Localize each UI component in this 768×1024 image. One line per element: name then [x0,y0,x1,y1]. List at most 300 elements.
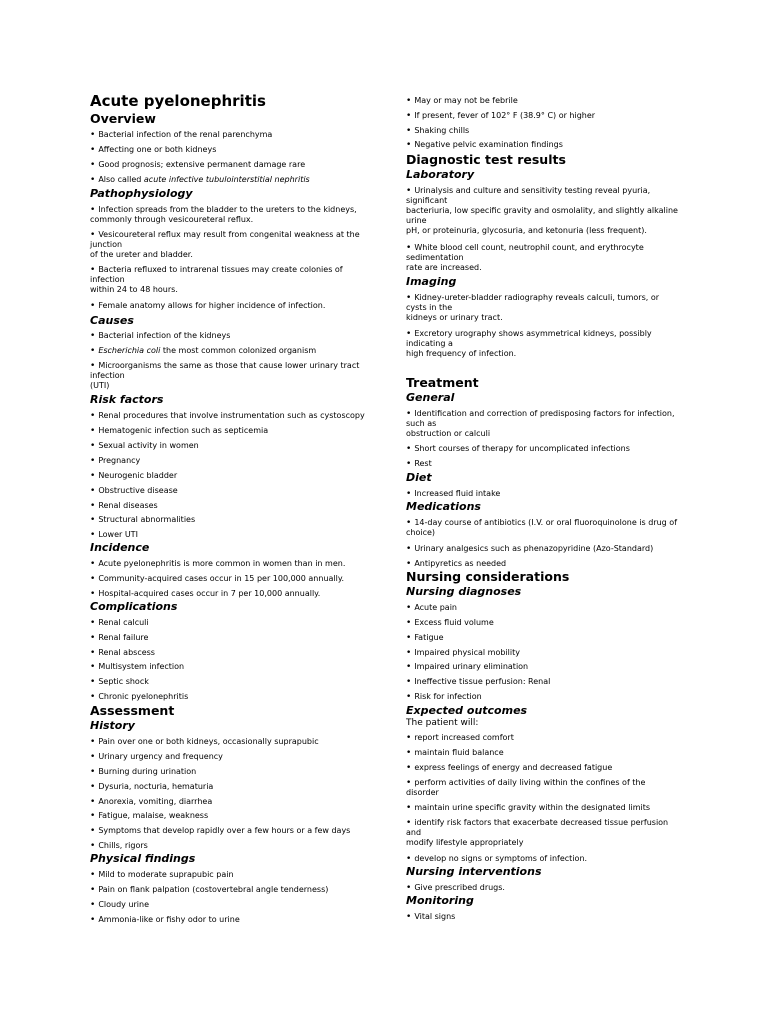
line-text: express feelings of energy and decreased fatigue [414,763,613,772]
list-item-line [90,797,365,807]
list-item [406,544,691,554]
bullet-icon: • [406,778,412,788]
list-item-line [90,145,365,155]
line-text: urine [406,216,427,225]
bullet-icon: • [90,677,96,687]
line-text: Symptoms that develop rapidly over a few hours or a few days [98,826,351,835]
line-text: Acute pyelonephritis is more common in women than in men. [98,559,346,568]
line-text: Affecting one or both kidneys [98,145,217,154]
section-heading-assessment: Assessment [90,703,175,718]
line-text: Female anatomy allows for higher incidence of infection. [98,301,326,310]
bullet-icon: • [90,797,96,807]
bullet-icon: • [406,648,412,658]
list-item [90,797,365,807]
line-text: sedimentation [406,253,464,262]
bullet-icon: • [90,331,96,341]
bullet-icon: • [406,243,412,253]
section-heading-nursing-considerations: Nursing considerations [406,569,570,584]
list-item-line [90,331,365,341]
line-text: indicating a [406,339,453,348]
list-item [90,841,365,851]
list-item-line [90,426,365,436]
line-text: Renal procedures that involve instrumentation such as cystoscopy [98,411,365,420]
line-text: Community-acquired cases occur in 15 per 100,000 annually. [98,574,344,583]
list-item-line [406,329,691,339]
list-item [90,633,365,643]
list-item [90,515,365,525]
list-item-line [90,752,365,762]
list-item-line [406,718,691,728]
line-text: Renal failure [98,633,149,642]
list-item [90,471,365,481]
list-item-line [406,140,691,150]
subsection-heading-laboratory: Laboratory [406,168,475,181]
line-text: Chills, rigors [98,841,148,850]
section-heading-overview: Overview [90,111,156,126]
list-item-line [406,206,691,216]
list-item-line [90,486,365,496]
list-item-line [90,230,365,240]
line-text: Burning during urination [98,767,197,776]
list-item [406,489,691,499]
bullet-icon: • [406,633,412,643]
text-line [406,718,691,728]
list-item [90,811,365,821]
list-item-line [90,841,365,851]
list-item-line [406,226,691,236]
bullet-icon: • [406,763,412,773]
list-item-line [406,648,691,658]
list-item [406,243,691,273]
list-item [90,456,365,466]
list-item-line [90,275,365,285]
line-text: Bacterial infection of the renal parenchyma [98,130,273,139]
list-item-line [406,444,691,454]
bullet-icon: • [90,737,96,747]
line-text: Septic shock [98,677,149,686]
bullet-icon: • [406,140,412,150]
bullet-icon: • [406,662,412,672]
list-item [406,733,691,743]
list-item-line [90,205,365,215]
bullet-icon: • [90,648,96,658]
line-text: Short courses of therapy for uncomplicated infections [414,444,630,453]
list-item-line [406,518,691,528]
bullet-icon: • [90,530,96,540]
list-item-line [90,559,365,569]
bullet-icon: • [406,559,412,569]
list-item-line [90,826,365,836]
line-text: Impaired urinary elimination [414,662,529,671]
list-item-line [406,778,691,788]
list-item-line [90,737,365,747]
line-text: Anorexia, vomiting, diarrhea [98,797,213,806]
subsection-heading-complications: Complications [90,600,178,613]
line-text: Fatigue, malaise, weakness [98,811,209,820]
list-item [90,130,365,140]
line-text: identify risk factors that exacerbate decreased tissue perfusion [414,818,669,827]
line-text: Mild to moderate suprapubic pain [98,870,234,879]
list-item [90,826,365,836]
italic-term: Escherichia coli [98,346,161,355]
line-text: (UTI) [90,381,110,390]
line-text: Also called [98,175,144,184]
subsection-heading-expected-outcomes: Expected outcomes [406,704,528,717]
list-item-line [90,240,365,250]
list-item-line [406,559,691,569]
list-item-line [90,767,365,777]
bullet-icon: • [90,870,96,880]
list-item-line [90,530,365,540]
line-text: Pregnancy [98,456,141,465]
list-item-line [406,748,691,758]
list-item-line [90,160,365,170]
bullet-icon: • [90,841,96,851]
bullet-icon: • [406,489,412,499]
list-item [406,692,691,702]
list-item-line [90,633,365,643]
subsection-heading-history: History [90,719,135,732]
line-text: the most common colonized organism [160,346,317,355]
list-item [90,361,365,391]
bullet-icon: • [90,767,96,777]
list-item [406,778,691,798]
line-text: Give prescribed drugs. [414,883,505,892]
subsection-heading-imaging: Imaging [406,275,457,288]
line-text: Good prognosis; extensive permanent damage rare [98,160,306,169]
list-item [90,900,365,910]
line-text: such as [406,419,437,428]
bullet-icon: • [90,915,96,925]
list-item-line [406,126,691,136]
subsection-heading-medications: Medications [406,500,481,513]
list-item-line [90,130,365,140]
bullet-icon: • [90,692,96,702]
line-text: infection [90,371,125,380]
list-item [406,329,691,359]
bullet-icon: • [406,677,412,687]
list-item [90,175,365,185]
line-text: If present, fever of 102° F (38.9° C) or higher [414,111,596,120]
line-text: modify lifestyle appropriately [406,838,524,847]
line-text: Impaired physical mobility [414,648,520,657]
list-item-line [406,733,691,743]
list-item-line [90,811,365,821]
list-item [406,618,691,628]
list-item [90,530,365,540]
line-text: Vesicoureteral reflux may result from congenital weakness at the [98,230,360,239]
bullet-icon: • [406,126,412,136]
list-item-line [90,782,365,792]
bullet-icon: • [90,559,96,569]
line-text: Shaking chills [414,126,470,135]
list-item-line [406,828,691,838]
list-item-line [406,293,691,303]
line-text: Urinalysis and culture and sensitivity testing reveal pyuria, [414,186,651,195]
list-item-line [406,818,691,828]
list-item [90,618,365,628]
line-text: Ammonia-like or fishy odor to urine [98,915,240,924]
bullet-icon: • [90,900,96,910]
bullet-icon: • [90,175,96,185]
list-item-line [406,528,691,538]
list-item [90,441,365,451]
section-heading-diagnostic-test-results: Diagnostic test results [406,152,566,167]
bullet-icon: • [90,515,96,525]
line-text: significant [406,196,448,205]
list-item-line [406,409,691,419]
line-text: Pain over one or both kidneys, occasionally suprapubic [98,737,319,746]
list-item [90,331,365,341]
line-text: Vital signs [414,912,456,921]
list-item [90,915,365,925]
bullet-icon: • [90,811,96,821]
bullet-icon: • [90,130,96,140]
line-text: Hematogenic infection such as septicemia [98,426,269,435]
bullet-icon: • [406,111,412,121]
line-text: choice) [406,528,436,537]
list-item-line [406,803,691,813]
list-item-line [90,648,365,658]
line-text: high frequency of infection. [406,349,517,358]
list-item [406,763,691,773]
bullet-icon: • [90,589,96,599]
line-text: Renal abscess [98,648,155,657]
line-text: Ineffective tissue perfusion: Renal [414,677,551,686]
list-item-line [90,515,365,525]
bullet-icon: • [406,293,412,303]
list-item [406,748,691,758]
list-item [406,111,691,121]
bullet-icon: • [90,752,96,762]
list-item-line [90,441,365,451]
list-item-line [406,313,691,323]
list-item-line [406,429,691,439]
subsection-heading-pathophysiology: Pathophysiology [90,187,193,200]
list-item-line [90,346,365,356]
bullet-icon: • [90,456,96,466]
list-item-line [406,419,691,429]
list-item-line [406,662,691,672]
line-text: Negative pelvic examination findings [414,140,563,149]
list-item [406,459,691,469]
line-text: report increased comfort [414,733,514,742]
list-item [90,486,365,496]
list-item-line [90,900,365,910]
line-text: commonly through vesicoureteral reflux. [90,215,254,224]
bullet-icon: • [90,411,96,421]
bullet-icon: • [90,471,96,481]
line-text: pH, or proteinuria, glycosuria, and ketonuria (less frequent). [406,226,647,235]
list-item [406,518,691,538]
line-text: Dysuria, nocturia, hematuria [98,782,214,791]
list-item [406,126,691,136]
list-item [90,752,365,762]
bullet-icon: • [406,459,412,469]
list-item [90,574,365,584]
list-item-line [90,411,365,421]
list-item [90,145,365,155]
list-item [90,426,365,436]
list-item [90,870,365,880]
line-text: Bacterial infection of the kidneys [98,331,231,340]
list-item-line [90,215,365,225]
list-item-line [90,175,365,185]
list-item [406,818,691,848]
list-item [406,186,691,236]
list-item [406,559,691,569]
list-item [406,96,691,106]
list-item-line [406,216,691,226]
line-text: infection [90,275,125,284]
bullet-icon: • [90,782,96,792]
line-text: Infection spreads from the bladder to the ureters to the kidneys, [98,205,357,214]
list-item [90,589,365,599]
bullet-icon: • [90,662,96,672]
line-text: and [406,828,422,837]
bullet-icon: • [406,329,412,339]
list-item [406,662,691,672]
bullet-icon: • [90,230,96,240]
list-item-line [90,885,365,895]
list-item [90,230,365,260]
line-text: Pain on flank palpation (costovertebral angle tenderness) [98,885,329,894]
line-text: develop no signs or symptoms of infection. [414,854,588,863]
bullet-icon: • [90,633,96,643]
line-text: Increased fluid intake [414,489,501,498]
line-text: Obstructive disease [98,486,178,495]
list-item [90,767,365,777]
line-text: Renal calculi [98,618,149,627]
line-text: May or may not be febrile [414,96,518,105]
line-text: Acute pain [414,603,457,612]
line-text: Antipyretics as needed [414,559,507,568]
bullet-icon: • [406,518,412,528]
list-item [406,140,691,150]
line-text: Urinary urgency and frequency [98,752,223,761]
list-item-line [406,243,691,253]
list-item-line [90,677,365,687]
bullet-icon: • [90,486,96,496]
list-item [406,444,691,454]
list-item-line [406,633,691,643]
bullet-icon: • [406,186,412,196]
bullet-icon: • [90,501,96,511]
list-item [406,633,691,643]
list-item-line [406,489,691,499]
list-item [90,205,365,225]
bullet-icon: • [406,854,412,864]
bullet-icon: • [406,803,412,813]
bullet-icon: • [406,544,412,554]
list-item-line [90,662,365,672]
line-text: White blood cell count, neutrophil count, and erythrocyte [414,243,644,252]
list-item-line [406,883,691,893]
bullet-icon: • [90,885,96,895]
list-item [90,648,365,658]
bullet-icon: • [90,346,96,356]
list-item-line [406,603,691,613]
list-item [90,265,365,295]
list-item [90,692,365,702]
line-text: The patient will: [406,718,479,728]
list-item-line [406,253,691,263]
list-item [90,501,365,511]
bullet-icon: • [90,426,96,436]
bullet-icon: • [90,301,96,311]
list-item-line [90,250,365,260]
list-item [406,854,691,864]
subsection-heading-risk-factors: Risk factors [90,393,164,406]
list-item-line [406,111,691,121]
list-item-line [90,870,365,880]
line-text: Excretory urography shows asymmetrical kidneys, possibly [414,329,652,338]
bullet-icon: • [90,205,96,215]
list-item-line [406,263,691,273]
list-item-line [406,788,691,798]
line-text: Microorganisms the same as those that cause lower urinary tract [98,361,360,370]
bullet-icon: • [90,145,96,155]
line-text: kidneys or urinary tract. [406,313,503,322]
subsection-heading-causes: Causes [90,314,134,327]
line-text: Rest [414,459,432,468]
list-item-line [406,854,691,864]
subsection-heading-monitoring: Monitoring [406,894,474,907]
page-title: Acute pyelonephritis [90,92,266,110]
list-item-line [90,301,365,311]
line-text: 14-day course of antibiotics (I.V. or oral fluoroquinolone is drug of [414,518,678,527]
list-item [406,648,691,658]
line-text: Neurogenic bladder [98,471,178,480]
line-text: of the ureter and bladder. [90,250,193,259]
list-item-line [90,371,365,381]
list-item-line [406,196,691,206]
bullet-icon: • [90,265,96,275]
line-text: within 24 to 48 hours. [90,285,178,294]
bullet-icon: • [406,96,412,106]
bullet-icon: • [90,618,96,628]
bullet-icon: • [406,444,412,454]
list-item-line [90,265,365,275]
line-text: junction [90,240,123,249]
bullet-icon: • [406,748,412,758]
line-text: Structural abnormalities [98,515,196,524]
line-text: rate are increased. [406,263,482,272]
list-item-line [90,692,365,702]
list-item [406,603,691,613]
list-item-line [406,303,691,313]
list-item-line [90,456,365,466]
line-text: Chronic pyelonephritis [98,692,189,701]
subsection-heading-diet: Diet [406,471,432,484]
list-item-line [90,471,365,481]
subsection-heading-physical-findings: Physical findings [90,852,196,865]
list-item-line [406,912,691,922]
bullet-icon: • [406,409,412,419]
bullet-icon: • [90,441,96,451]
bullet-icon: • [406,883,412,893]
list-item [90,662,365,672]
list-item-line [406,692,691,702]
list-item [406,293,691,323]
list-item-line [90,501,365,511]
list-item [406,883,691,893]
bullet-icon: • [90,361,96,371]
list-item [406,803,691,813]
list-item-line [90,618,365,628]
bullet-icon: • [406,818,412,828]
bullet-icon: • [90,574,96,584]
